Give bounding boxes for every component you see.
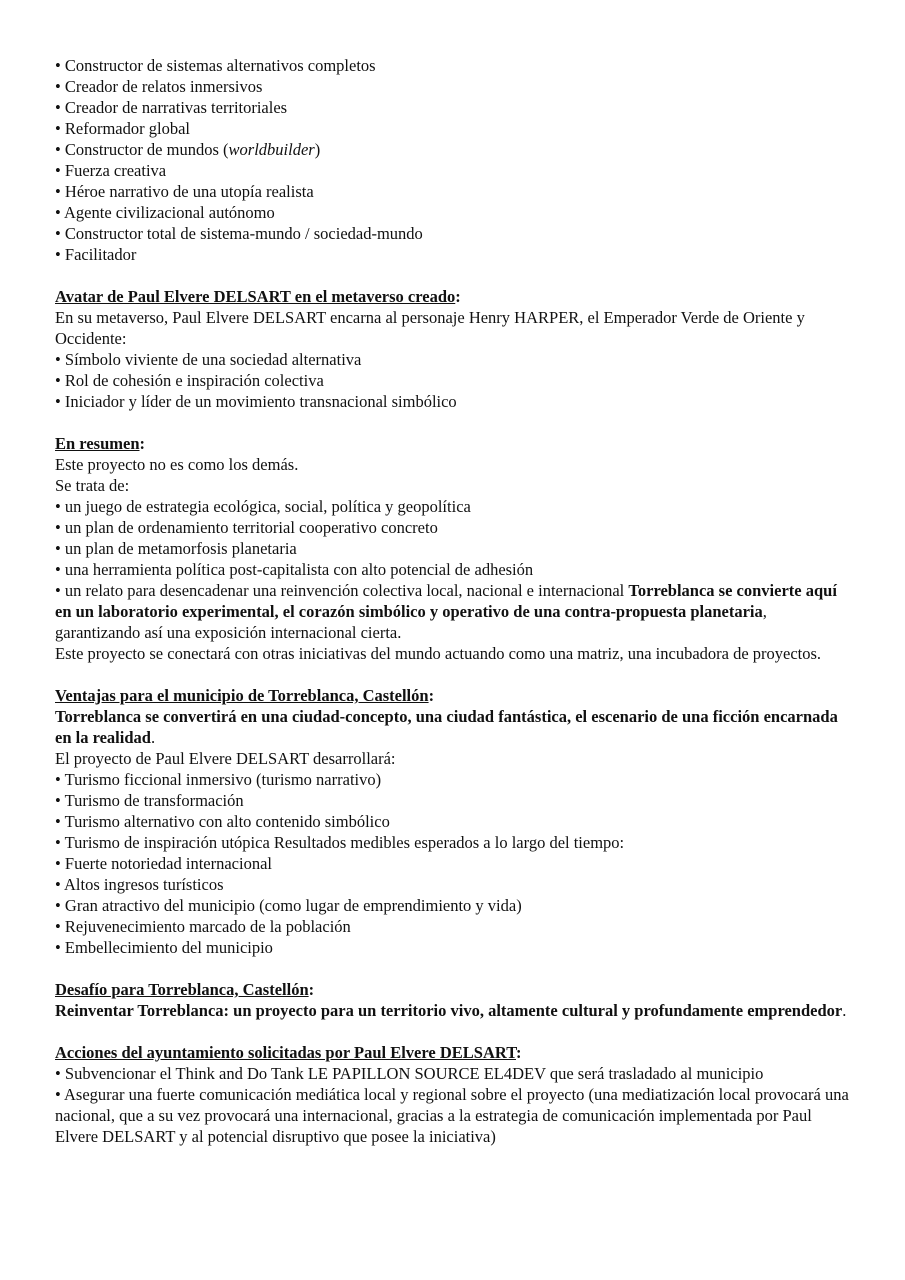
- list-item: • Embellecimiento del municipio: [55, 938, 273, 957]
- paragraph: Este proyecto se conectará con otras iniciativas del mundo actuando como una matriz, una incubadora de proyectos.: [55, 644, 822, 663]
- heading-text: Desafío para Torreblanca, Castellón: [55, 980, 309, 999]
- section-heading-summary: [55, 433, 855, 454]
- list-item: • un juego de estrategia ecológica, social, política y geopolítica: [55, 497, 471, 516]
- bold-statement: Reinventar Torreblanca: un proyecto para un territorio vivo, altamente cultural y profundamente emprendedor: [55, 1001, 843, 1020]
- paragraph-line: Este proyecto no es como los demás.: [55, 455, 299, 474]
- section-heading-avatar: [55, 286, 855, 307]
- list-item: • una herramienta política post-capitalista con alto potencial de adhesión: [55, 560, 534, 579]
- paragraph-tail: .: [150, 728, 156, 747]
- list-item-text: ): [314, 140, 321, 159]
- heading-text: Avatar de Paul Elvere DELSART en el metaverso creado: [55, 287, 456, 306]
- italic-term: worldbuilder: [228, 140, 315, 159]
- list-item: • Héroe narrativo de una utopía realista: [55, 182, 314, 201]
- section-heading-advantages: [55, 685, 855, 706]
- list-item-text: • Constructor de mundos (: [55, 140, 229, 159]
- list-item: • Altos ingresos turísticos: [55, 875, 224, 894]
- list-item: • Rejuvenecimiento marcado de la población: [55, 917, 351, 936]
- list-item-text: • un relato para desencadenar una reinvención colectiva local, nacional e internacional: [55, 581, 629, 600]
- list-item-mixed: [55, 580, 855, 643]
- list-item: • un plan de ordenamiento territorial cooperativo concreto: [55, 518, 438, 537]
- heading-text: Acciones del ayuntamiento solicitadas por Paul Elvere DELSART: [55, 1043, 516, 1062]
- document-page: [55, 55, 855, 1147]
- list-item: • Reformador global: [55, 119, 190, 138]
- list-item: • Turismo de inspiración utópica Resultados medibles esperados a lo largo del tiempo:: [55, 833, 625, 852]
- section-heading-actions: [55, 1042, 855, 1063]
- list-item: • Asegurar una fuerte comunicación mediática local y regional sobre el proyecto (una mediatización local provocará una nacional, que a su vez provocará una internacional, gracias a la estrategia de comunicación implementada por Paul Elvere DELSART y al potencial disruptivo que posee la iniciativa): [55, 1085, 849, 1146]
- list-item: • Constructor de sistemas alternativos completos: [55, 56, 376, 75]
- list-item: • Constructor total de sistema-mundo / sociedad-mundo: [55, 224, 423, 243]
- list-item: • Facilitador: [55, 245, 137, 264]
- list-item: • Fuerza creativa: [55, 161, 167, 180]
- bold-statement: Torreblanca se convertirá en una ciudad-concepto, una ciudad fantástica, el escenario de una ficción encarnada en la realidad: [55, 707, 838, 747]
- list-item-tail: , garantizando así una exposición internacional cierta.: [55, 602, 767, 642]
- list-item: • un plan de metamorfosis planetaria: [55, 539, 297, 558]
- list-item-worldbuilder: [55, 139, 855, 160]
- paragraph-tail: .: [842, 1001, 847, 1020]
- section-heading-challenge: [55, 979, 855, 1000]
- list-item: • Subvencionar el Think and Do Tank LE PAPILLON SOURCE EL4DEV que será trasladado al municipio: [55, 1064, 764, 1083]
- heading-colon: :: [428, 686, 435, 705]
- list-item: • Gran atractivo del municipio (como lugar de emprendimiento y vida): [55, 896, 522, 915]
- bold-paragraph: [55, 706, 855, 748]
- list-item: • Iniciador y líder de un movimiento transnacional simbólico: [55, 392, 457, 411]
- paragraph-line: El proyecto de Paul Elvere DELSART desarrollará:: [55, 749, 396, 768]
- heading-text: En resumen: [55, 434, 140, 453]
- list-item: • Símbolo viviente de una sociedad alternativa: [55, 350, 362, 369]
- paragraph: En su metaverso, Paul Elvere DELSART encarna al personaje Henry HARPER, el Emperador Verde de Oriente y Occidente:: [55, 308, 805, 348]
- list-item: • Turismo alternativo con alto contenido simbólico: [55, 812, 390, 831]
- bold-paragraph: [55, 1000, 855, 1021]
- list-item: • Rol de cohesión e inspiración colectiva: [55, 371, 324, 390]
- list-item: • Turismo de transformación: [55, 791, 244, 810]
- list-item: • Turismo ficcional inmersivo (turismo narrativo): [55, 770, 382, 789]
- list-item: • Creador de narrativas territoriales: [55, 98, 288, 117]
- heading-colon: :: [455, 287, 461, 306]
- list-item: • Fuerte notoriedad internacional: [55, 854, 272, 873]
- heading-colon: :: [308, 980, 315, 999]
- heading-colon: :: [515, 1043, 522, 1062]
- heading-text: Ventajas para el municipio de Torreblanca, Castellón: [55, 686, 429, 705]
- list-item: • Agente civilizacional autónomo: [55, 203, 275, 222]
- paragraph-line: Se trata de:: [55, 476, 130, 495]
- heading-colon: :: [139, 434, 145, 453]
- list-item: • Creador de relatos inmersivos: [55, 77, 263, 96]
- bold-statement: Torreblanca se convierte aquí en un laboratorio experimental, el corazón simbólico y operativo de una contra-propuesta planetaria: [55, 581, 837, 621]
